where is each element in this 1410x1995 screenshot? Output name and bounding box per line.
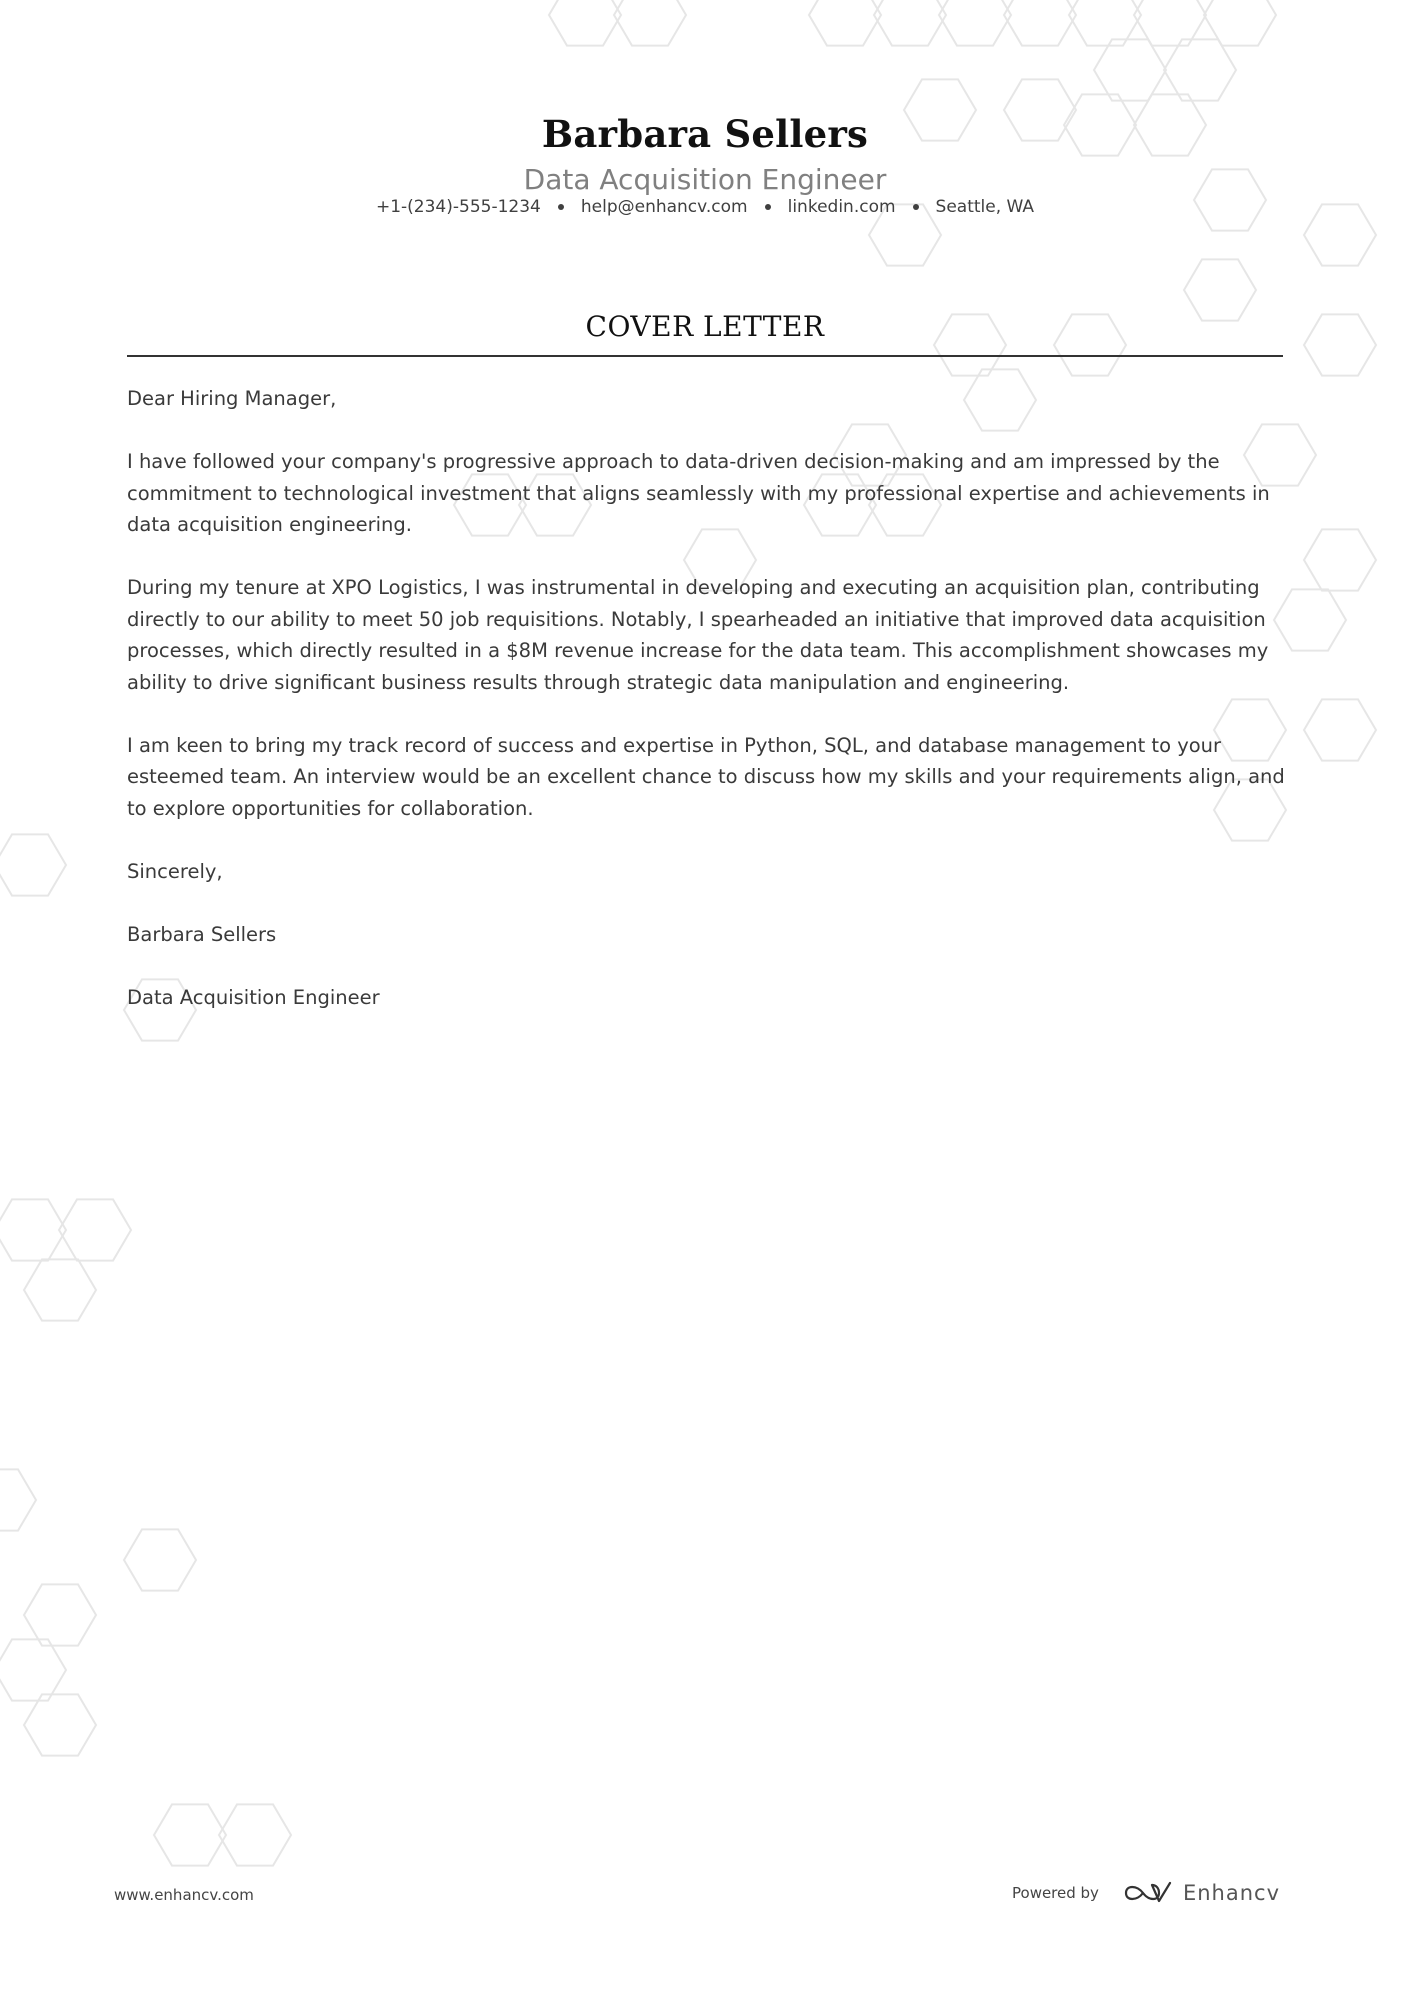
letter-closing: Sincerely, xyxy=(127,859,223,883)
letter-paragraph: I have followed your company's progressive approach to data-driven decision-making and am impressed by the commitment to technological investment that aligns seamlessly with my professional expertise and achievements in data acquisition engineering. xyxy=(127,450,1270,536)
contact-linkedin: linkedin.com xyxy=(787,197,896,217)
letter-body xyxy=(127,383,1287,1045)
powered-by xyxy=(1012,1880,1280,1906)
contact-location: Seattle, WA xyxy=(935,197,1035,217)
letter-greeting: Dear Hiring Manager, xyxy=(127,387,337,410)
section-divider xyxy=(127,355,1283,357)
letter-paragraph: During my tenure at XPO Logistics, I was instrumental in developing and executing an acquisition plan, contributing directly to our ability to meet 50 job requisitions. Notably, I spearheaded an initiative that improved data acquisition processes, which directly resulted in a $8M revenue increase for the data team. This accomplishment showcases my ability to drive significant business results through strategic data manipulation and engineering. xyxy=(127,576,1269,694)
contact-bar xyxy=(0,197,1410,217)
bullet-separator-icon xyxy=(765,204,771,210)
enhancv-brand-name: Enhancv xyxy=(1182,1881,1280,1905)
contact-phone: +1-(234)-555-1234 xyxy=(375,197,541,217)
enhancv-logo-icon xyxy=(1123,1880,1173,1906)
section-title: COVER LETTER xyxy=(585,310,825,343)
candidate-role: Data Acquisition Engineer xyxy=(523,163,887,196)
signature-name: Barbara Sellers xyxy=(127,922,277,946)
signature-title: Data Acquisition Engineer xyxy=(127,985,380,1009)
bullet-separator-icon xyxy=(558,204,564,210)
footer-url: www.enhancv.com xyxy=(114,1886,254,1904)
contact-email: help@enhancv.com xyxy=(580,197,748,217)
enhancv-logo xyxy=(1123,1880,1280,1906)
bullet-separator-icon xyxy=(913,204,919,210)
powered-by-label: Powered by xyxy=(1012,1884,1099,1902)
letter-paragraph: I am keen to bring my track record of success and expertise in Python, SQL, and database management to your esteemed team. An interview would be an excellent chance to discuss how my skills and your requirements align, and to explore opportunities for collaboration. xyxy=(127,733,1285,820)
candidate-name: Barbara Sellers xyxy=(541,112,869,156)
